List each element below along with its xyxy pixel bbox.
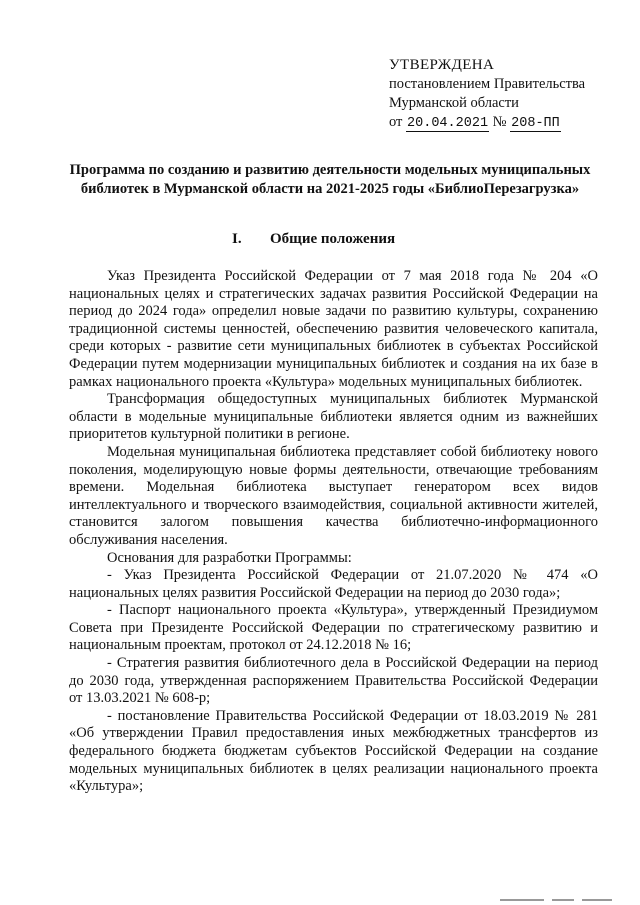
approval-date-line <box>389 113 629 133</box>
approval-line-2: Мурманской области <box>389 95 519 111</box>
paragraph: Трансформация общедоступных муниципальных библиотек Мурманской области в модельные муниципальные библиотеки является одним из важнейших приоритетов культурной политики в регионе. <box>69 391 598 443</box>
approval-date: 20.04.2021 <box>407 116 489 131</box>
approval-number-label: № <box>492 114 507 130</box>
approval-line-1: постановлением Правительства <box>389 76 586 92</box>
document-body <box>69 268 598 796</box>
list-item: - Указ Президента Российской Федерации от 21.07.2020 № 474 «О национальных целях развития Российской Федерации на период до 2030 года»; <box>69 567 598 601</box>
approval-stamp <box>389 56 629 133</box>
paragraph: Основания для разработки Программы: <box>107 549 352 566</box>
list-item: - Стратегия развития библиотечного дела в Российской Федерации на период до 2030 года, утвержденная распоряжением Правительства Российской Федерации от 13.03.2021 № 608-р; <box>69 655 598 707</box>
list-item: - постановление Правительства Российской Федерации от 18.03.2019 № 281 «Об утверждении Правил предоставления иных межбюджетных трансфертов из федерального бюджета бюджетам субъектов Российской Федерации на создание модельных муниципальных библиотек в целях реализации национального проекта «Культура»; <box>69 707 598 795</box>
footer-mark <box>500 899 544 901</box>
section-title: Общие положения <box>270 231 396 247</box>
footer-mark <box>552 899 574 901</box>
list-item: - Паспорт национального проекта «Культура», утвержденный Президиумом Совета при Президенте Российской Федерации по стратегическому развитию и национальным проектам, протокол от 24.12.2018 № 16; <box>69 602 598 654</box>
program-title: Программа по созданию и развитию деятельности модельных муниципальных библиотек в Мурманской области на 2021-2025 годы «БиблиоПерезагрузка» <box>69 162 591 197</box>
section-number: I. <box>232 231 242 247</box>
paragraph: Модельная муниципальная библиотека представляет собой библиотеку нового поколения, моделирующую новые формы деятельности, отвечающие требованиям времени. Модельная библиотека выступает генератором всех видов интеллектуального и творческого взаимодействия, социальной активности жителей, становится залогом повышения качества библиотечно-информационного обслуживания населения. <box>69 443 598 548</box>
approval-from-label: от <box>389 114 403 130</box>
footer-mark <box>582 899 612 901</box>
approval-title: УТВЕРЖДЕНА <box>389 57 495 73</box>
paragraph: Указ Президента Российской Федерации от 7 мая 2018 года № 204 «О национальных целях и стратегических задачах развития Российской Федерации на период до 2024 года» определил новые задачи по развитию культуры, сохранению традиционной системы ценностей, обеспечению развития человеческого капитала, среди которых - развитие сети муниципальных библиотек в субъектах Российской Федерации путем модернизации муниципальных библиотек и создания на их базе в рамках национального проекта «Культура» модельных муниципальных библиотек. <box>69 268 598 390</box>
approval-number: 208-ПП <box>511 116 560 131</box>
